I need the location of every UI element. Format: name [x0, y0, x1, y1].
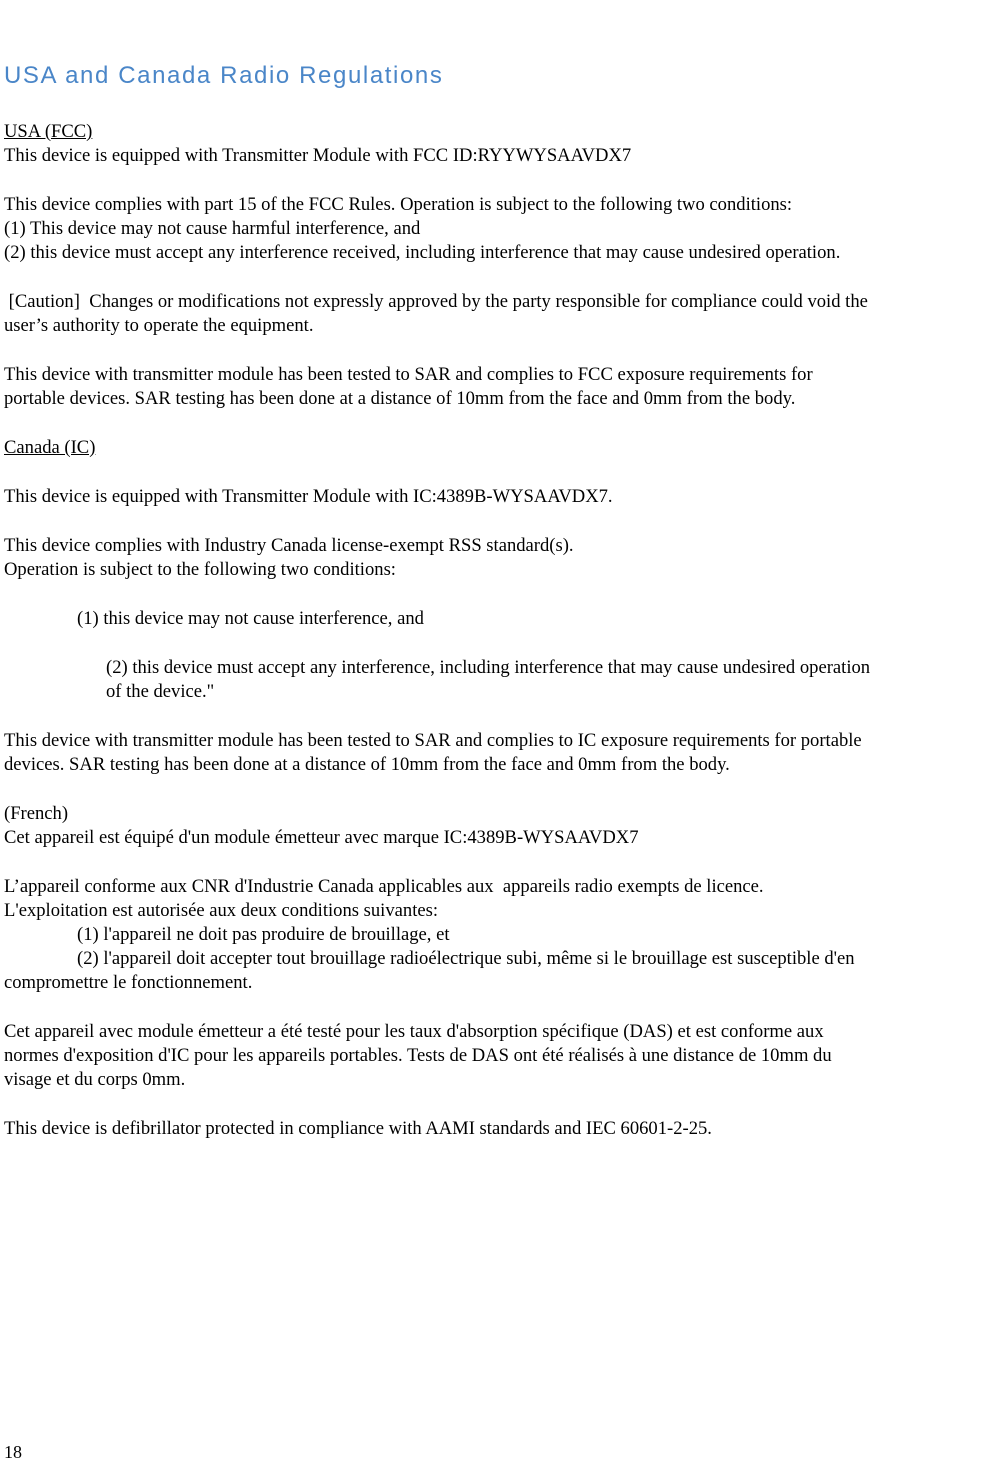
french-condition-2-line-1: (2) l'appareil doit accepter tout brouillage radioélectrique subi, même si le brouillage est susceptible d'en [77, 948, 855, 969]
usa-condition-1: (1) This device may not cause harmful interference, and [4, 218, 421, 239]
french-das-line-3: visage et du corps 0mm. [4, 1069, 186, 1090]
french-das-line-1: Cet appareil avec module émetteur a été testé pour les taux d'absorption spécifique (DAS) et est conforme aux [4, 1021, 824, 1042]
canada-complies-line: This device complies with Industry Canada license-exempt RSS standard(s). [4, 535, 574, 556]
page-number: 18 [4, 1442, 22, 1462]
french-das-line-2: normes d'exposition d'IC pour les appareils portables. Tests de DAS ont été réalisés à une distance de 10mm du [4, 1045, 832, 1066]
canada-sar-line-2: devices. SAR testing has been done at a distance of 10mm from the face and 0mm from the body. [4, 754, 730, 775]
canada-condition-1: (1) this device may not cause interference, and [77, 608, 424, 629]
canada-condition-2-line-2: of the device." [106, 681, 215, 702]
canada-module-line: This device is equipped with Transmitter Module with IC:4389B-WYSAAVDX7. [4, 486, 613, 507]
french-module-line: Cet appareil est équipé d'un module émetteur avec marque IC:4389B-WYSAAVDX7 [4, 827, 639, 848]
usa-complies-line: This device complies with part 15 of the FCC Rules. Operation is subject to the following two conditions: [4, 194, 793, 215]
canada-sar-line-1: This device with transmitter module has been tested to SAR and complies to IC exposure requirements for portable [4, 730, 862, 751]
usa-module-line: This device is equipped with Transmitter Module with FCC ID:RYYWYSAAVDX7 [4, 145, 632, 166]
french-conforme-line: L’appareil conforme aux CNR d'Industrie Canada applicables aux appareils radio exempts de licence. [4, 876, 764, 897]
usa-fcc-heading: USA (FCC) [4, 121, 93, 142]
canada-condition-2-line-1: (2) this device must accept any interference, including interference that may cause undesired operation [106, 657, 871, 678]
canada-ic-heading: Canada (IC) [4, 437, 96, 458]
usa-caution-line-1: [Caution] Changes or modifications not expressly approved by the party responsible for compliance could void the [4, 291, 868, 312]
french-condition-2-line-2: compromettre le fonctionnement. [4, 972, 253, 993]
french-condition-1: (1) l'appareil ne doit pas produire de brouillage, et [77, 924, 450, 945]
page-title: USA and Canada Radio Regulations [4, 62, 444, 89]
french-exploitation-line: L'exploitation est autorisée aux deux conditions suivantes: [4, 900, 439, 921]
usa-caution-line-2: user’s authority to operate the equipment. [4, 315, 314, 336]
usa-sar-line-1: This device with transmitter module has been tested to SAR and complies to FCC exposure requirements for [4, 364, 813, 385]
defibrillator-line: This device is defibrillator protected in compliance with AAMI standards and IEC 60601-2-25. [4, 1118, 712, 1139]
french-heading: (French) [4, 803, 69, 824]
canada-operation-line: Operation is subject to the following two conditions: [4, 559, 396, 580]
usa-condition-2: (2) this device must accept any interference received, including interference that may cause undesired operation. [4, 242, 841, 263]
usa-sar-line-2: portable devices. SAR testing has been done at a distance of 10mm from the face and 0mm from the body. [4, 388, 796, 409]
